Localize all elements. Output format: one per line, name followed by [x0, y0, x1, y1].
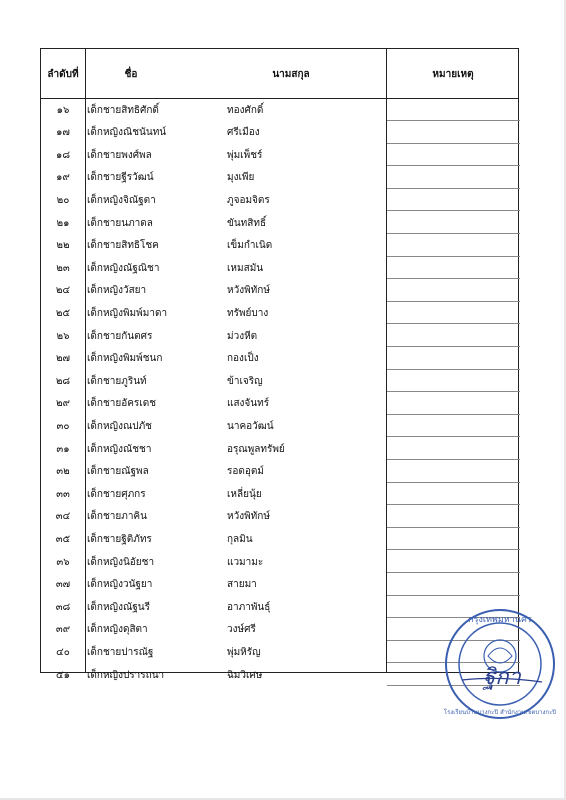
- header-note: หมายเหตุ: [432, 68, 474, 80]
- surname: แวมามะ: [227, 556, 264, 568]
- surname: นาคอวัฒน์: [227, 420, 274, 432]
- first-name: เด็กหญิงพิมพ์มาดา: [87, 307, 168, 319]
- row-number: ๓๘: [55, 601, 71, 613]
- header-surname: นามสกุล: [272, 68, 310, 80]
- surname: ฉิมวิเศษ: [227, 669, 263, 681]
- row-number: ๒๓: [56, 262, 70, 274]
- first-name: เด็กหญิงณัฐนรี: [87, 601, 150, 613]
- row-number: ๑๘: [55, 149, 71, 161]
- row-number: ๒๕: [55, 307, 71, 319]
- first-name: เด็กชายปารณัฐ: [87, 646, 154, 658]
- first-name: เด็กชายกันตศร: [87, 330, 153, 342]
- row-number: ๓๗: [55, 579, 71, 591]
- row-number: ๒๗: [55, 353, 71, 365]
- first-name: เด็กหญิงพิมพ์ชนก: [87, 353, 163, 365]
- row-number: ๒๘: [55, 375, 71, 387]
- surname: ทองศักดิ์: [227, 104, 264, 116]
- first-name: เด็กชายฐีรวัฒน์: [87, 172, 154, 184]
- first-name: เด็กหญิงปรารถนา: [87, 669, 165, 681]
- table-row: [41, 348, 518, 370]
- row-number: ๒๐: [56, 194, 70, 206]
- row-number: ๓๐: [56, 420, 70, 432]
- row-number: ๑๖: [56, 104, 70, 116]
- surname: พุ่มเพ็ชร์: [227, 149, 263, 161]
- first-name: เด็กชายฐิติภัทร: [87, 533, 152, 545]
- surname: ทรัพย์บาง: [227, 307, 269, 319]
- row-number: ๓๒: [56, 466, 70, 478]
- first-name: เด็กหญิงณัชชา: [87, 443, 152, 455]
- surname: กุลมิน: [227, 533, 253, 545]
- surname: อาภาพันธุ์: [227, 601, 271, 613]
- row-number: ๓๔: [55, 511, 71, 523]
- table-row: [41, 415, 518, 437]
- surname: ม่วงหีต: [227, 330, 258, 342]
- table-row: [41, 99, 518, 121]
- first-name: เด็กชายพงศ์พล: [87, 149, 152, 161]
- table-row: [41, 438, 518, 460]
- surname: สายมา: [227, 579, 257, 591]
- surname: พุ่มหิรัญ: [227, 646, 261, 658]
- row-number: ๓๙: [55, 624, 71, 636]
- table-row: [41, 528, 518, 550]
- surname: อรุณพูลทรัพย์: [227, 443, 285, 455]
- official-seal: [442, 606, 558, 722]
- table-row: [41, 144, 518, 166]
- surname: หวังพิทักษ์: [227, 511, 270, 523]
- table-row: [41, 370, 518, 392]
- first-name: เด็กหญิงนิอัยชา: [87, 556, 155, 568]
- table-row: [41, 122, 518, 144]
- row-number: ๓๖: [56, 556, 70, 568]
- table-row: [41, 280, 518, 302]
- first-name: เด็กชายณัฐพล: [87, 466, 149, 478]
- table-row: [41, 551, 518, 573]
- table-row: [41, 574, 518, 596]
- seal-top-text: กรุงเทพมหานคร: [468, 615, 532, 625]
- row-number: ๒๖: [56, 330, 70, 342]
- surname: ข้าเจริญ: [227, 375, 263, 387]
- first-name: เด็กชายศุภกร: [87, 488, 146, 500]
- surname: มุงเพีย: [227, 172, 255, 184]
- surname: เหลี่ยนุ้ย: [227, 488, 262, 500]
- surname: วงษ์ศรี: [227, 624, 256, 636]
- first-name: เด็กชายภูรินท์: [87, 375, 147, 387]
- table-header: [41, 49, 518, 99]
- surname: เหมสมัน: [227, 262, 264, 274]
- first-name: เด็กชายภาคิน: [87, 511, 147, 523]
- first-name: เด็กชายสิทธิโชค: [87, 240, 159, 252]
- signature: ฐิกา: [483, 665, 521, 690]
- first-name: เด็กชายอัครเดช: [87, 398, 156, 410]
- first-name: เด็กหญิงณัฐณิชา: [87, 262, 160, 274]
- row-number: ๔๑: [56, 669, 70, 681]
- table-row: [41, 167, 518, 189]
- surname: ขันทสิทธิ์: [227, 217, 267, 229]
- row-number: ๓๕: [55, 533, 71, 545]
- first-name: เด็กหญิงจิณัฐตา: [87, 194, 156, 206]
- first-name: เด็กหญิงณปภัช: [87, 420, 152, 432]
- row-number: ๔๐: [56, 646, 70, 658]
- table-row: [41, 483, 518, 505]
- surname: กองเป็ง: [227, 353, 259, 365]
- row-number: ๑๙: [56, 172, 70, 184]
- first-name: เด็กชายนภาดล: [87, 217, 153, 229]
- table-row: [41, 212, 518, 234]
- row-number: ๑๗: [56, 127, 70, 139]
- table-row: [41, 189, 518, 211]
- row-number: ๒๔: [55, 285, 71, 297]
- header-number: ลำดับที่: [47, 68, 79, 80]
- first-name: เด็กหญิงวัสยา: [87, 285, 147, 297]
- table-row: [41, 257, 518, 279]
- first-name: เด็กหญิงณิชนันทน์: [87, 127, 167, 139]
- table-row: [41, 506, 518, 528]
- seal-bottom-text: โรงเรียนบ้านบางกะปิ สำนักงานเขตบางกะปิ: [443, 709, 557, 716]
- table-row: [41, 235, 518, 257]
- row-number: ๓๓: [56, 488, 70, 500]
- first-name: เด็กชายสิทธิศักดิ์: [87, 104, 159, 116]
- first-name: เด็กหญิงวนัฐยา: [87, 579, 153, 591]
- surname: ภูจอมจิตร: [227, 194, 270, 206]
- row-number: ๓๑: [56, 443, 70, 455]
- table-row: [41, 461, 518, 483]
- surname: รอดอุตม์: [227, 466, 264, 478]
- row-number: ๒๒: [56, 240, 70, 252]
- surname: เข็มกำเนิด: [227, 240, 273, 252]
- row-number: ๒๑: [56, 217, 70, 229]
- surname: แสงจันทร์: [227, 398, 270, 410]
- row-number: ๒๙: [56, 398, 70, 410]
- header-name: ชื่อ: [124, 68, 138, 80]
- surname: ศรีเมือง: [227, 127, 260, 139]
- table-row: [41, 302, 518, 324]
- first-name: เด็กหญิงดุสิตา: [87, 624, 148, 636]
- table-row: [41, 393, 518, 415]
- surname: หวังพิทักษ์: [227, 285, 270, 297]
- table-row: [41, 325, 518, 347]
